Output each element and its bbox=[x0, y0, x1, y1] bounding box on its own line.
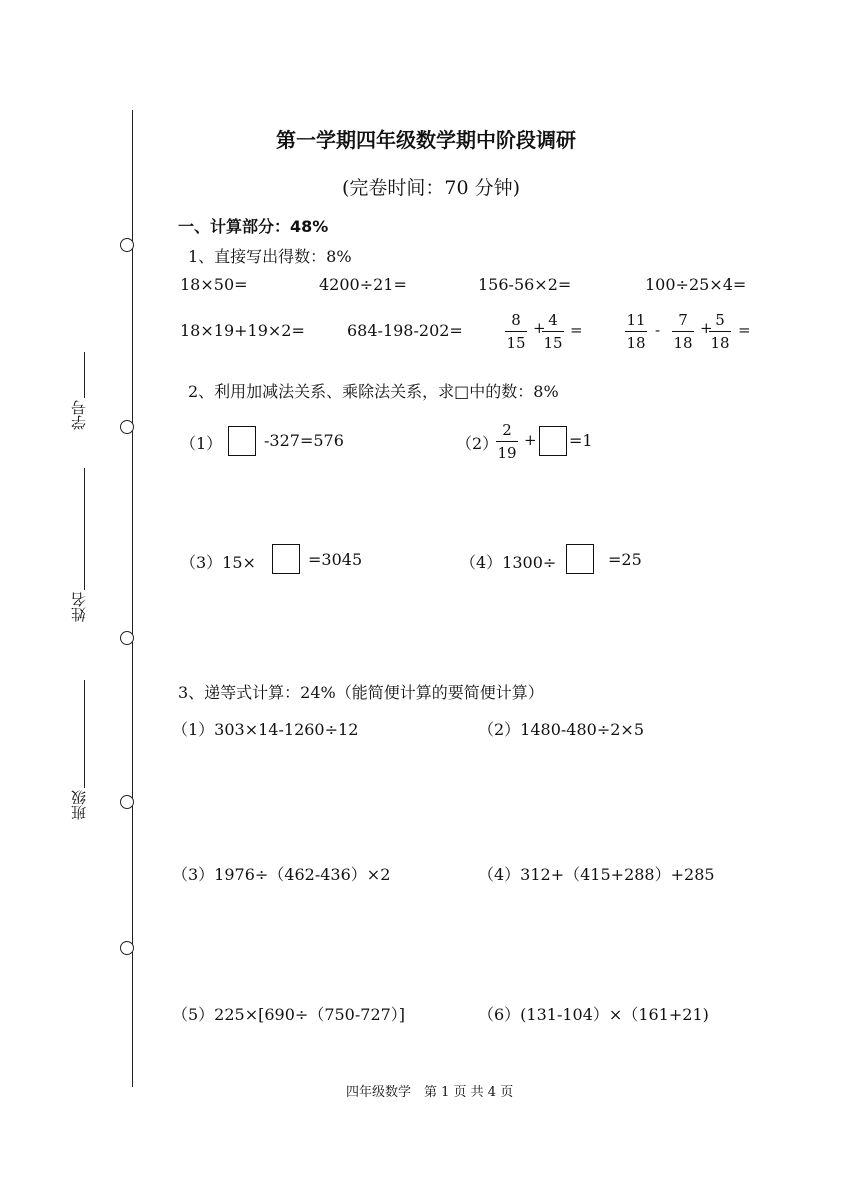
answer-box[interactable] bbox=[272, 544, 300, 574]
equals: = bbox=[570, 321, 583, 339]
q3-item: （4）312+（415+288）+285 bbox=[478, 865, 715, 884]
q3-item: （1）303×14-1260÷12 bbox=[172, 720, 359, 739]
operator: - bbox=[655, 321, 661, 339]
name-blank[interactable] bbox=[84, 468, 85, 590]
binding-hole-2 bbox=[120, 420, 134, 434]
denominator: 18 bbox=[673, 334, 693, 352]
equals: = bbox=[738, 321, 751, 339]
binding-hole-5 bbox=[120, 941, 134, 955]
q2-part4-rest: =25 bbox=[608, 550, 642, 569]
page-subtitle: (完卷时间：70 分钟) bbox=[342, 177, 521, 199]
binding-hole-3 bbox=[120, 631, 134, 645]
answer-box[interactable] bbox=[228, 426, 256, 456]
q2-heading: 2、利用加减法关系、乘除法关系，求□中的数：8% bbox=[188, 382, 559, 401]
q2-part1-label: （1） bbox=[180, 434, 223, 453]
q2-part1-rest: -327=576 bbox=[264, 431, 344, 450]
numerator: 2 bbox=[502, 421, 512, 439]
fraction bbox=[542, 311, 564, 352]
page-title: 第一学期四年级数学期中阶段调研 bbox=[276, 128, 576, 152]
q2-part4-label: （4）1300÷ bbox=[460, 553, 557, 572]
q3-item: （3）1976÷（462-436）×2 bbox=[172, 865, 391, 884]
q1-item: 684-198-202= bbox=[347, 321, 463, 340]
q1-item: 18×19+19×2= bbox=[180, 321, 305, 340]
denominator: 18 bbox=[626, 334, 646, 352]
answer-box[interactable] bbox=[539, 426, 567, 456]
q1-item: 4200÷21= bbox=[319, 275, 407, 294]
q3-item: （5）225×[690÷（750-727）] bbox=[172, 1005, 406, 1024]
operator: + bbox=[533, 319, 546, 337]
denominator: 15 bbox=[506, 334, 526, 352]
student-id-blank[interactable] bbox=[84, 352, 85, 398]
student-id-label: 学号 bbox=[70, 400, 88, 430]
class-blank[interactable] bbox=[84, 680, 85, 788]
numerator: 11 bbox=[626, 311, 646, 329]
class-label: 班级 bbox=[70, 790, 88, 820]
q2-part2-label: （2） bbox=[456, 434, 499, 453]
q2-part3-label: （3）15× bbox=[180, 553, 256, 572]
numerator: 8 bbox=[511, 311, 521, 329]
section1-heading: 一、计算部分：48% bbox=[178, 217, 329, 236]
operator: + bbox=[524, 431, 537, 449]
q1-item: 18×50= bbox=[180, 275, 248, 294]
fraction bbox=[625, 311, 647, 352]
answer-box[interactable] bbox=[566, 544, 594, 574]
denominator: 19 bbox=[497, 444, 517, 462]
q1-item: 100÷25×4= bbox=[645, 275, 747, 294]
fraction bbox=[496, 421, 518, 462]
binding-hole-1 bbox=[120, 238, 134, 252]
q3-item: （6）(131-104）×（161+21) bbox=[478, 1005, 709, 1024]
numerator: 4 bbox=[548, 311, 558, 329]
binding-line bbox=[132, 110, 133, 1087]
denominator: 15 bbox=[543, 334, 563, 352]
q3-heading: 3、递等式计算：24%（能简便计算的要简便计算） bbox=[178, 683, 544, 702]
q1-item: 156-56×2= bbox=[478, 275, 572, 294]
numerator: 7 bbox=[678, 311, 688, 329]
q2-part3-rest: =3045 bbox=[308, 550, 363, 569]
binding-hole-4 bbox=[120, 795, 134, 809]
page-footer: 四年级数学 第 1 页 共 4 页 bbox=[346, 1085, 514, 1100]
numerator: 5 bbox=[715, 311, 725, 329]
fraction bbox=[505, 311, 527, 352]
q3-item: （2）1480-480÷2×5 bbox=[478, 720, 645, 739]
operator: + bbox=[700, 319, 713, 337]
q1-heading: 1、直接写出得数：8% bbox=[188, 247, 352, 266]
denominator: 18 bbox=[710, 334, 730, 352]
fraction bbox=[672, 311, 694, 352]
fraction bbox=[709, 311, 731, 352]
q2-part2-rest: =1 bbox=[569, 431, 593, 450]
name-label: 姓名 bbox=[70, 592, 88, 622]
